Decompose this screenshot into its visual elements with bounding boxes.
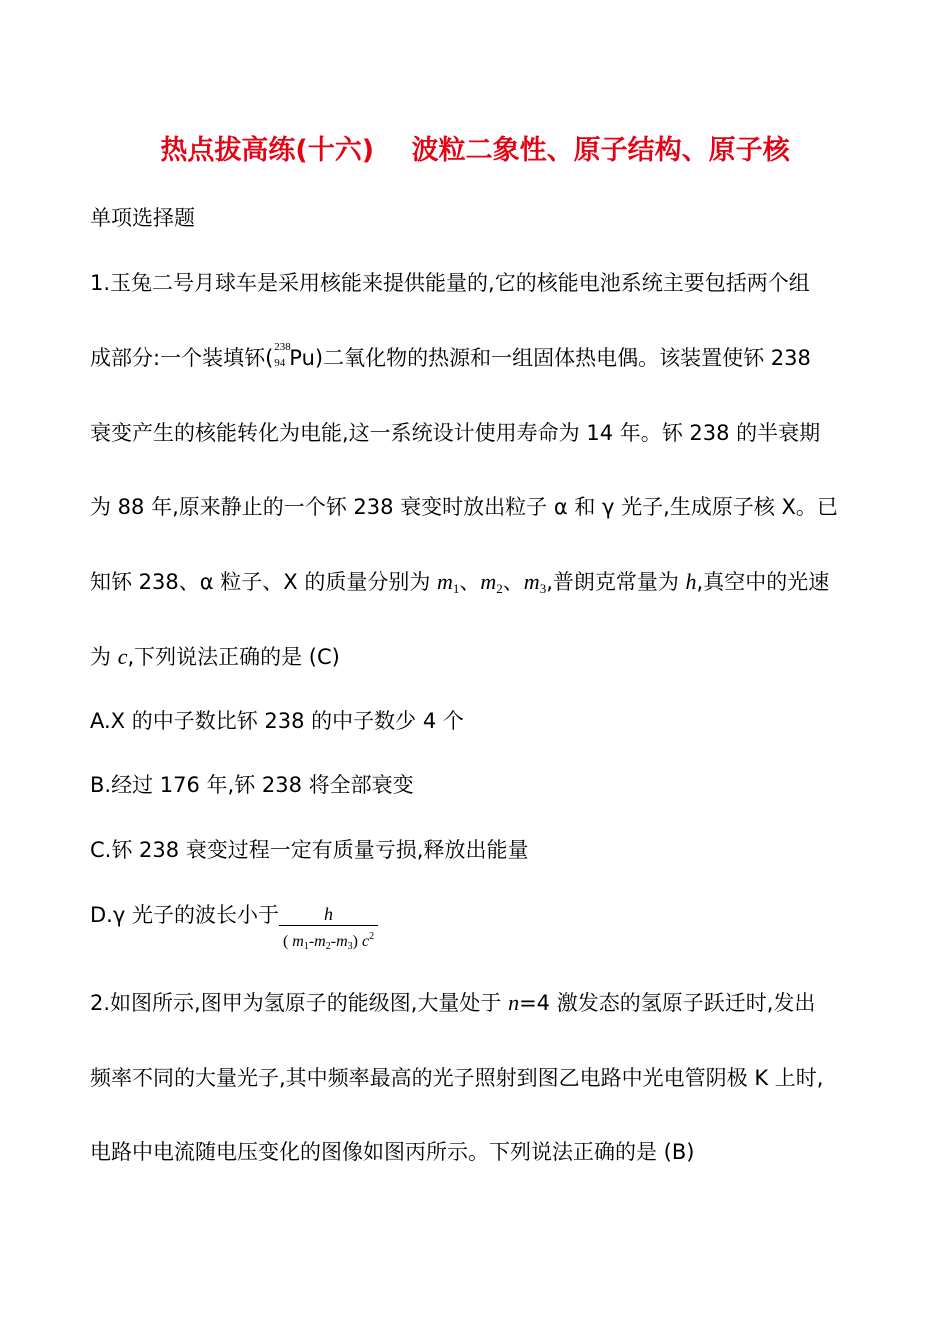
q1-line-6-a: 为 (90, 645, 118, 669)
page-title: 热点拔高练(十六) 波粒二象性、原子结构、原子核 (160, 135, 790, 166)
q2-line-1 (90, 988, 815, 1018)
separator: 、 (502, 570, 524, 594)
q2-line-1-b: =4 激发态的氢原子跃迁时,发出 (519, 991, 816, 1015)
q1-option-d (90, 900, 378, 958)
q1-line-4: 为 88 年,原来静止的一个钚 238 衰变时放出粒子 α 和 γ 光子,生成原子核 X。已 (90, 495, 838, 519)
planck-constant: h (685, 569, 697, 594)
q1-option-c: C.钚 238 衰变过程一定有质量亏损,释放出能量 (90, 838, 529, 862)
atomic-number: 94 (274, 357, 286, 369)
quantum-number-n: n (508, 990, 520, 1015)
q1-line-6-b: ,下列说法正确的是 (C) (127, 645, 340, 669)
q2-line-3: 电路中电流随电压变化的图像如图丙所示。下列说法正确的是 (B) (90, 1140, 695, 1164)
mass-m3: $m_3$ (523, 569, 547, 596)
q1-option-b: B.经过 176 年,钚 238 将全部衰变 (90, 773, 414, 797)
q1-line-5-a: 知钚 238、α 粒子、X 的质量分别为 (90, 570, 438, 594)
mass-number: 238 (274, 341, 291, 353)
q1-line-5-b: ,普朗克常量为 (546, 570, 686, 594)
mass-m2: $m_2$ (480, 569, 503, 596)
q1-line-3: 衰变产生的核能转化为电能,这一系统设计使用寿命为 14 年。钚 238 的半衰期 (90, 421, 821, 445)
q1-line-6 (90, 642, 340, 672)
q2-line-2: 频率不同的大量光子,其中频率最高的光子照射到图乙电路中光电管阴极 K 上时, (90, 1066, 824, 1090)
wavelength-fraction (279, 903, 378, 958)
q1-option-d-text: D.γ 光子的波长小于 (90, 903, 279, 927)
q1-line-5 (90, 567, 829, 604)
section-heading: 单项选择题 (90, 206, 195, 230)
q1-line-1: 1.玉兔二号月球车是采用核能来提供能量的,它的核能电池系统主要包括两个组 (90, 271, 810, 295)
fraction-denominator: ( m1-m2-m3) $c^2$ (282, 931, 375, 952)
q1-line-5-c: ,真空中的光速 (696, 570, 830, 594)
fraction-numerator: h (279, 903, 378, 926)
q2-line-1-a: 2.如图所示,图甲为氢原子的能级图,大量处于 (90, 991, 509, 1015)
light-speed: c (117, 644, 128, 669)
q1-line-2-b: Pu)二氧化物的热源和一组固体热电偶。该装置使钚 238 (289, 346, 811, 370)
q1-line-2 (90, 343, 811, 373)
q1-line-2-a: 成部分:一个装填钚( (90, 346, 274, 370)
mass-m1: $m_1$ (437, 569, 460, 596)
plutonium-nuclide-symbol (273, 343, 289, 371)
separator: 、 (459, 570, 481, 594)
q1-option-a: A.X 的中子数比钚 238 的中子数少 4 个 (90, 709, 464, 733)
